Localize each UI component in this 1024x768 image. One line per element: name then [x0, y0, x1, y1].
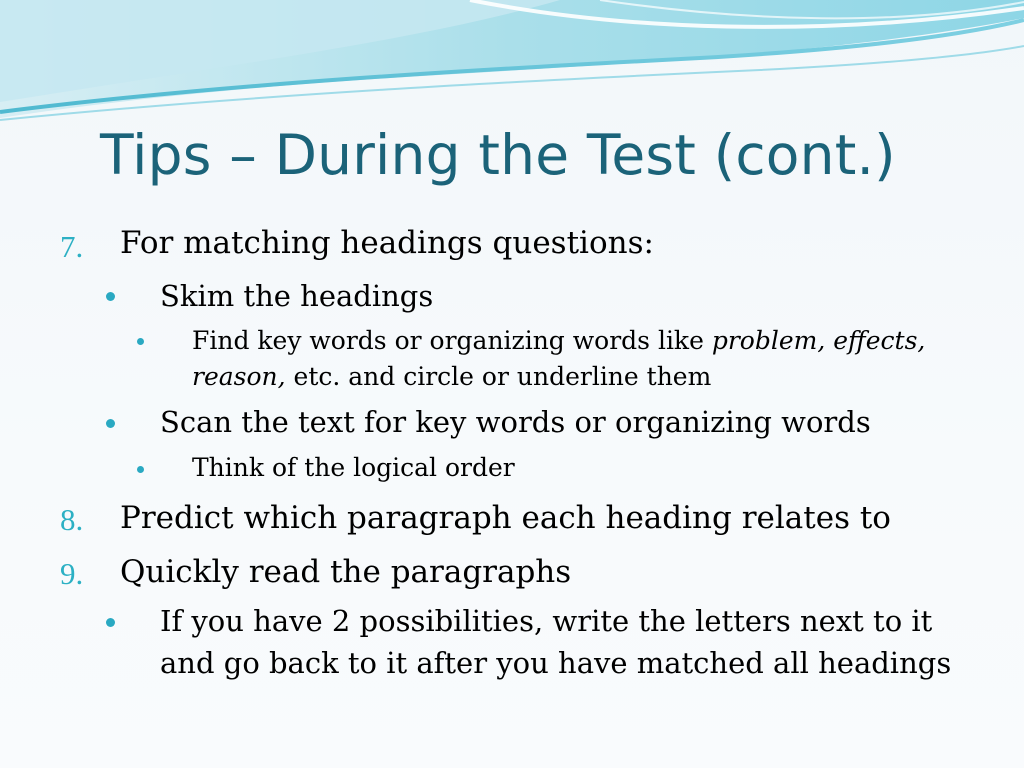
- slide-title: Tips – During the Test (cont.): [100, 123, 896, 187]
- list-item-level1: Quickly read the paragraphs: [120, 554, 572, 590]
- item-text: Find key words or organizing words like: [192, 326, 712, 355]
- item-emphasis: reason,: [192, 362, 286, 391]
- bullet-icon: [106, 419, 115, 428]
- list-item-level2-line2: and go back to it after you have matched all headings: [160, 646, 952, 680]
- list-number: 9.: [60, 556, 84, 591]
- list-item-level1: For matching headings questions:: [120, 225, 654, 261]
- bullet-icon: [137, 338, 144, 345]
- list-item-level3: Think of the logical order: [192, 453, 515, 482]
- bullet-icon: [106, 292, 115, 301]
- item-text: etc. and circle or underline them: [285, 362, 712, 391]
- bullet-icon: [106, 618, 115, 627]
- list-item-level2: Skim the headings: [160, 279, 434, 313]
- list-item-level1: Predict which paragraph each heading relates to: [120, 500, 891, 536]
- list-number: 8.: [60, 502, 84, 537]
- item-emphasis: problem, effects,: [711, 326, 926, 355]
- list-item-level2-line1: If you have 2 possibilities, write the letters next to it: [160, 604, 933, 638]
- list-item-level3-line2: [192, 362, 711, 391]
- decorative-wave-header: [0, 0, 1024, 140]
- list-number: 7.: [60, 229, 84, 264]
- list-item-level2: Scan the text for key words or organizing words: [160, 405, 871, 439]
- list-item-level3-line1: [192, 326, 925, 355]
- bullet-icon: [137, 466, 144, 473]
